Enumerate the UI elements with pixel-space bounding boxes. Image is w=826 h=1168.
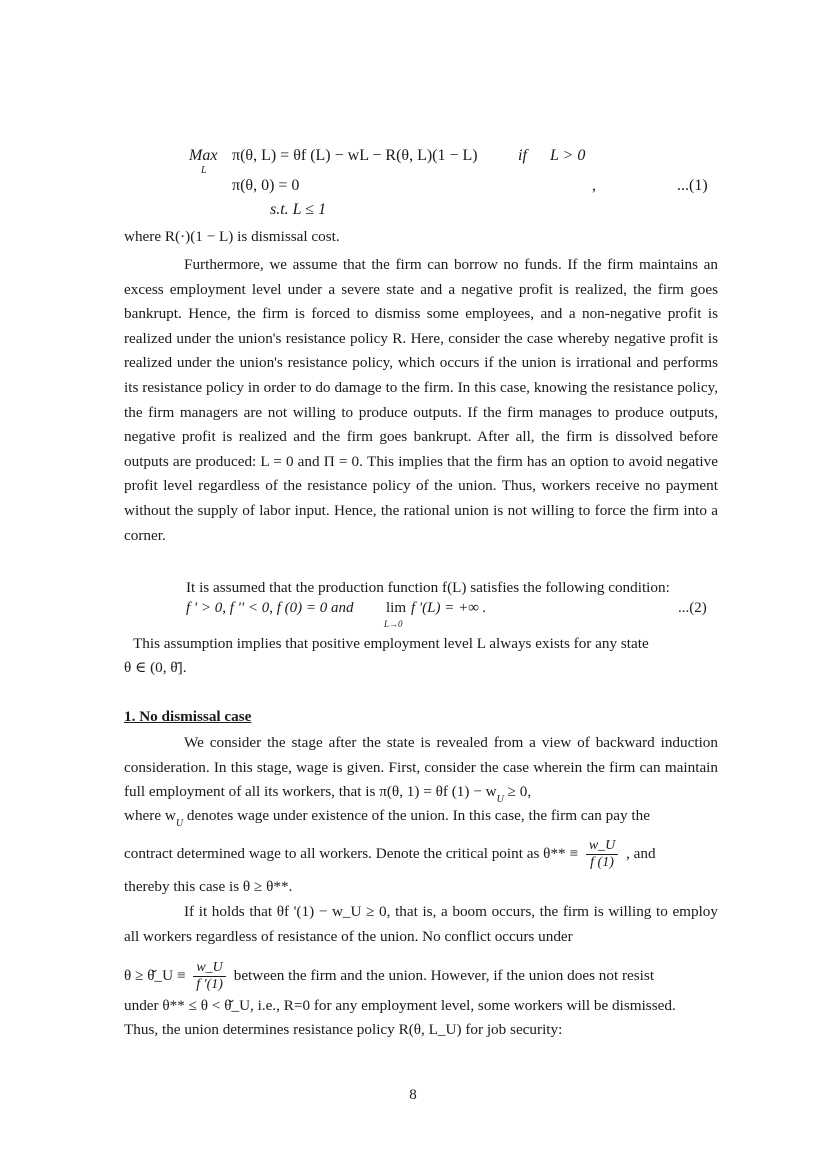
paragraph-consider — [124, 731, 718, 807]
eq1-condition: L > 0 — [550, 147, 586, 164]
paragraph-if-holds: If it holds that θf '(1) − w_U ≥ 0, that is, a boom occurs, the firm is willing to employ all workers regardless of resistance of the union. No conflict occurs under — [124, 903, 718, 945]
between-text: between the firm and the union. However, if the union does not resist — [233, 966, 655, 984]
boom-threshold-fraction — [193, 960, 226, 993]
theta-condition-line — [124, 960, 654, 993]
dismissal-cost-line: where R(·)(1 − L) is dismissal cost. — [124, 228, 340, 245]
thus-line: Thus, the union determines resistance policy R(θ, L_U) for job security: — [124, 1021, 563, 1038]
page-number: 8 — [409, 1087, 417, 1103]
where-wu-line — [124, 804, 718, 830]
eq1-max-word: Max — [189, 147, 218, 164]
theta-condition: θ ≥ θ̌_U ≡ — [124, 966, 186, 984]
consider-sub: U — [496, 794, 504, 806]
eq1-objective: π(θ, L) = θf (L) − wL − R(θ, L)(1 − L) — [232, 147, 478, 164]
fraction-numerator: w_U — [586, 838, 618, 855]
assumption-line: It is assumed that the production function f(L) satisfies the following condition: — [186, 579, 670, 596]
thereby-line: thereby this case is θ ≥ θ**. — [124, 878, 293, 895]
eq2-number: ...(2) — [678, 600, 707, 616]
where-wu-sub: U — [175, 818, 184, 829]
contract-text: contract determined wage to all workers. Denote the critical point as θ** ≡ — [124, 844, 579, 862]
eq1-if: if — [518, 147, 527, 164]
eq2-limit-expr: f '(L) = +∞ . — [411, 600, 487, 616]
contract-line — [124, 838, 656, 871]
state-range: θ ∈ (0, θ̄]. — [124, 659, 187, 676]
assumption-implies-line: This assumption implies that positive employment level L always exists for any state — [133, 635, 649, 652]
where-wu-b: denotes wage under existence of the union. In this case, the firm can pay the — [183, 807, 650, 824]
consider-text: We consider the stage after the state is revealed from a view of backward induction consideration. In this stage, wage is given. First, consider the case wherein the firm can maintain full employment of all its workers, that is π(θ, 1) = θf (1) − w — [124, 734, 718, 801]
eq1-constraint: s.t. L ≤ 1 — [270, 201, 327, 218]
section-heading: 1. No dismissal case — [124, 708, 252, 725]
fraction-numerator: w_U — [193, 960, 226, 977]
eq2-lim: lim — [386, 600, 407, 616]
eq2-lim-sub: L→0 — [384, 619, 403, 629]
eq1-number: ...(1) — [677, 177, 708, 194]
under-line: under θ** ≤ θ < θ̌_U, i.e., R=0 for any employment level, some workers will be dismissed. — [124, 997, 676, 1014]
critical-point-fraction — [586, 838, 618, 871]
contract-end: , and — [626, 844, 656, 862]
consider-end: ≥ 0, — [503, 783, 532, 801]
eq2-expression: f ' > 0, f '' < 0, f (0) = 0 and — [186, 600, 354, 616]
paragraph-furthermore: Furthermore, we assume that the firm can borrow no funds. If the firm maintains an excess employment level under a severe state and a negative profit is realized, the firm goes bankrupt. Hence, the firm is forced to dismiss some employees, and a non-negative profit is realized under the union's resistance policy R. Here, consider the case whereby negative profit is realized under the union's resistance policy, which occurs if the union is irrational and performs its resistance policy in order to do damage to the firm. In this case, knowing the resistance policy, the firm managers are not willing to produce outputs. If the firm manages to produce outputs, negative profit is realized and the firm goes bankrupt. After all, the firm is dissolved before outputs are produced: L = 0 and Π = 0. This implies that the firm has an option to avoid negative profit level regardless of the resistance policy of the union. Thus, workers receive no payment without the supply of labor input. Hence, the rational union is not willing to force the firm into a corner. — [124, 256, 718, 544]
eq1-comma: , — [592, 177, 596, 194]
fraction-denominator: f (1) — [590, 855, 614, 870]
eq1-max-sub: L — [201, 165, 207, 176]
fraction-denominator: f '(1) — [196, 977, 223, 992]
where-wu-a: where w — [124, 807, 176, 824]
eq1-zero-profit: π(θ, 0) = 0 — [232, 177, 300, 194]
